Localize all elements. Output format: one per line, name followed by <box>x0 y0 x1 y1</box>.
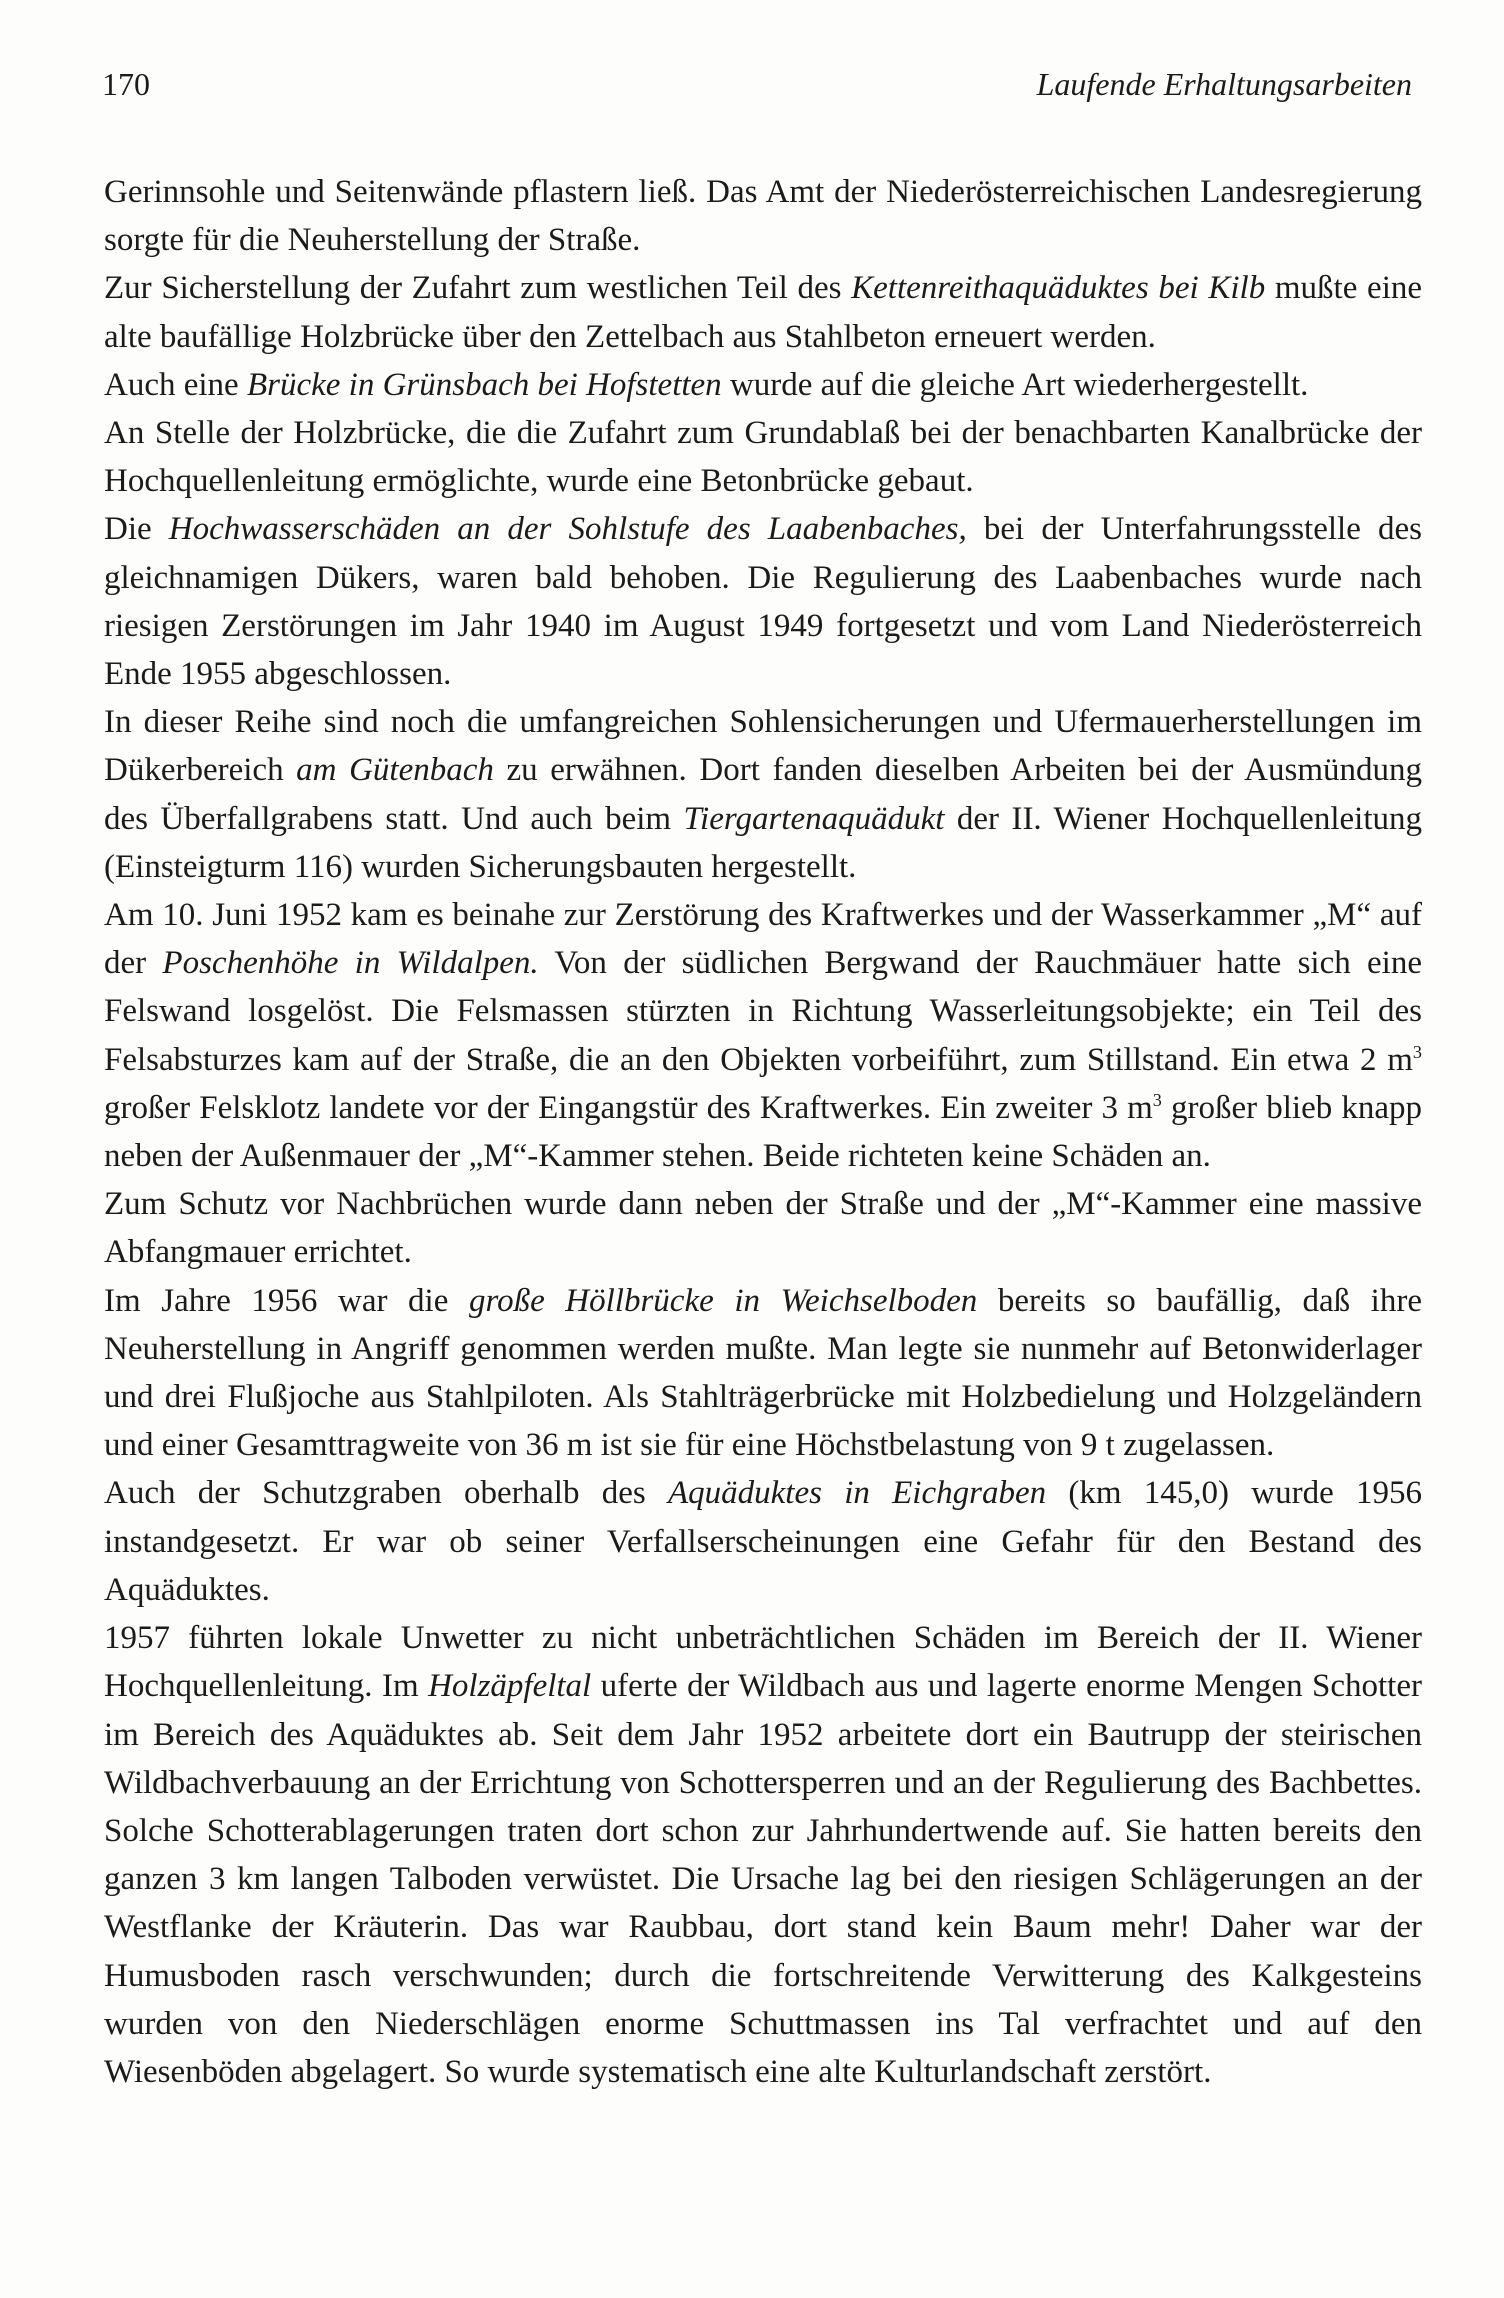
text-run: großer blieb knapp neben der Außenmauer der „M“-Kammer stehen. Beide richteten keine Schäden an. <box>104 1089 1422 1175</box>
text-run: Gerinnsohle und Seitenwände pflastern ließ. Das Amt der Niederösterreichischen Landesregierung sorgte für die Neuherstellung der Straße. <box>104 174 1422 259</box>
paragraph <box>104 1180 1422 1276</box>
italic-place-name: große Höllbrücke in Weichselboden <box>468 1282 978 1319</box>
paragraph <box>104 264 1422 360</box>
italic-place-name: Poschenhöhe in Wildalpen. <box>162 945 539 982</box>
text-run: Im Jahre 1956 war die <box>104 1282 469 1319</box>
text-run: mußte eine alte baufällige Holzbrücke über den Zettelbach aus Stahlbeton erneuert werden. <box>104 270 1423 355</box>
paragraph <box>104 1469 1422 1614</box>
text-run: Von der südlichen Bergwand der Rauchmäuer hatte sich eine Felswand losgelöst. Die Felsmassen stürzten in Richtung Wasserleitungsobjekte; ein Teil des Felsabsturzes kam auf der Straße, die an den Objekten vorbeiführt, zum Stillstand. Ein etwa 2 m <box>104 945 1422 1078</box>
text-run: Die <box>104 511 169 548</box>
text-run: bei der Unterfahrungsstelle des gleichnamigen Dükers, waren bald behoben. Die Regulierung des Laabenbaches wurde nach riesigen Zerstörungen im Jahr 1940 im August 1949 fortgesetzt und vom Land Niederösterreich Ende 1955 abgeschlossen. <box>104 511 1422 693</box>
text-run: Auch der Schutzgraben oberhalb des <box>104 1475 668 1512</box>
italic-place-name: Tiergartenaquädukt <box>683 800 945 837</box>
italic-place-name: Hochwasserschäden an der Sohlstufe des Laabenbaches, <box>168 511 967 548</box>
text-run: der II. Wiener Hochquellenleitung (Einsteigturm 116) wurden Sicherungsbauten hergestellt. <box>104 800 1422 885</box>
italic-place-name: Aquäduktes in Eichgraben <box>667 1475 1047 1512</box>
body-text <box>104 168 1422 2096</box>
italic-place-name: Kettenreithaquäduktes bei Kilb <box>851 270 1266 307</box>
text-run: In dieser Reihe sind noch die umfangreichen Sohlensicherungen und Ufermauerherstellungen im Dükerbereich <box>104 704 1422 789</box>
italic-place-name: Holzäpfeltal <box>428 1668 592 1705</box>
text-run: 1957 führten lokale Unwetter zu nicht unbeträchtlichen Schäden im Bereich der II. Wiener Hochquellenleitung. Im <box>104 1620 1422 1705</box>
page-header <box>102 62 1412 106</box>
page-number: 170 <box>102 66 150 102</box>
paragraph <box>104 361 1422 409</box>
text-run: Zum Schutz vor Nachbrüchen wurde dann neben der Straße und der „M“-Kammer eine massive Abfangmauer errichtet. <box>104 1186 1422 1271</box>
text-run: Am 10. Juni 1952 kam es beinahe zur Zerstörung des Kraftwerkes und der Wasserkammer „M“ auf der <box>104 897 1422 982</box>
paragraph <box>104 1614 1422 2096</box>
text-run: zu erwähnen. Dort fanden dieselben Arbeiten bei der Ausmündung des Überfallgrabens statt. Und auch beim <box>104 752 1422 837</box>
text-run: uferte der Wildbach aus und lagerte enorme Mengen Schotter im Bereich des Aquäduktes ab. Seit dem Jahr 1952 arbeitete dort ein Bautrupp der steirischen Wildbachverbauung an der Errichtung von Schottersperren und an der Regulierung des Bachbettes. Solche Schotterablagerungen traten dort schon zur Jahrhundertwende auf. Sie hatten bereits den ganzen 3 km langen Talboden verwüstet. Die Ursache lag bei den riesigen Schlägerungen an der Westflanke der Kräuterin. Das war Raubbau, dort stand kein Baum mehr! Daher war der Humusboden rasch verschwunden; durch die fortschreitende Verwitterung des Kalkgesteins wurden von den Niederschlägen enorme Schuttmassen ins Tal verfrachtet und auf den Wiesenböden abgelagert. So wurde systematisch eine alte Kulturlandschaft zerstört. <box>104 1668 1422 2090</box>
text-run: Zur Sicherstellung der Zufahrt zum westlichen Teil des <box>104 270 852 307</box>
running-title: Laufende Erhaltungsarbeiten <box>1036 66 1412 102</box>
paragraph <box>104 409 1422 505</box>
text-run: wurde auf die gleiche Art wiederhergestellt. <box>721 366 1309 403</box>
text-run: Auch eine <box>104 366 247 403</box>
paragraph <box>104 505 1422 698</box>
superscript: 3 <box>1152 1089 1162 1110</box>
text-run: großer Felsklotz landete vor der Eingangstür des Kraftwerkes. Ein zweiter 3 m <box>104 1089 1153 1126</box>
text-run: (km 145,0) wurde 1956 instandgesetzt. Er war ob seiner Verfallserscheinungen eine Gefahr für den Bestand des Aquäduktes. <box>104 1475 1423 1608</box>
paragraph <box>104 698 1422 891</box>
paragraph <box>104 891 1422 1180</box>
text-run: An Stelle der Holzbrücke, die die Zufahrt zum Grundablaß bei der benachbarten Kanalbrücke der Hochquellenleitung ermöglichte, wurde eine Betonbrücke gebaut. <box>104 415 1422 500</box>
text-run: bereits so baufällig, daß ihre Neuherstellung in Angriff genommen werden mußte. Man legte sie nunmehr auf Betonwiderlager und drei Flußjoche aus Stahlpiloten. Als Stahlträgerbrücke mit Holzbedielung und Holzgeländern und einer Gesamttragweite von 36 m ist sie für eine Höchstbelastung von 9 t zugelassen. <box>104 1282 1422 1464</box>
paragraph <box>104 168 1422 264</box>
paragraph <box>104 1277 1422 1470</box>
italic-place-name: am Gütenbach <box>296 752 494 789</box>
italic-place-name: Brücke in Grünsbach bei Hofstetten <box>246 366 722 403</box>
superscript: 3 <box>1412 1041 1422 1062</box>
